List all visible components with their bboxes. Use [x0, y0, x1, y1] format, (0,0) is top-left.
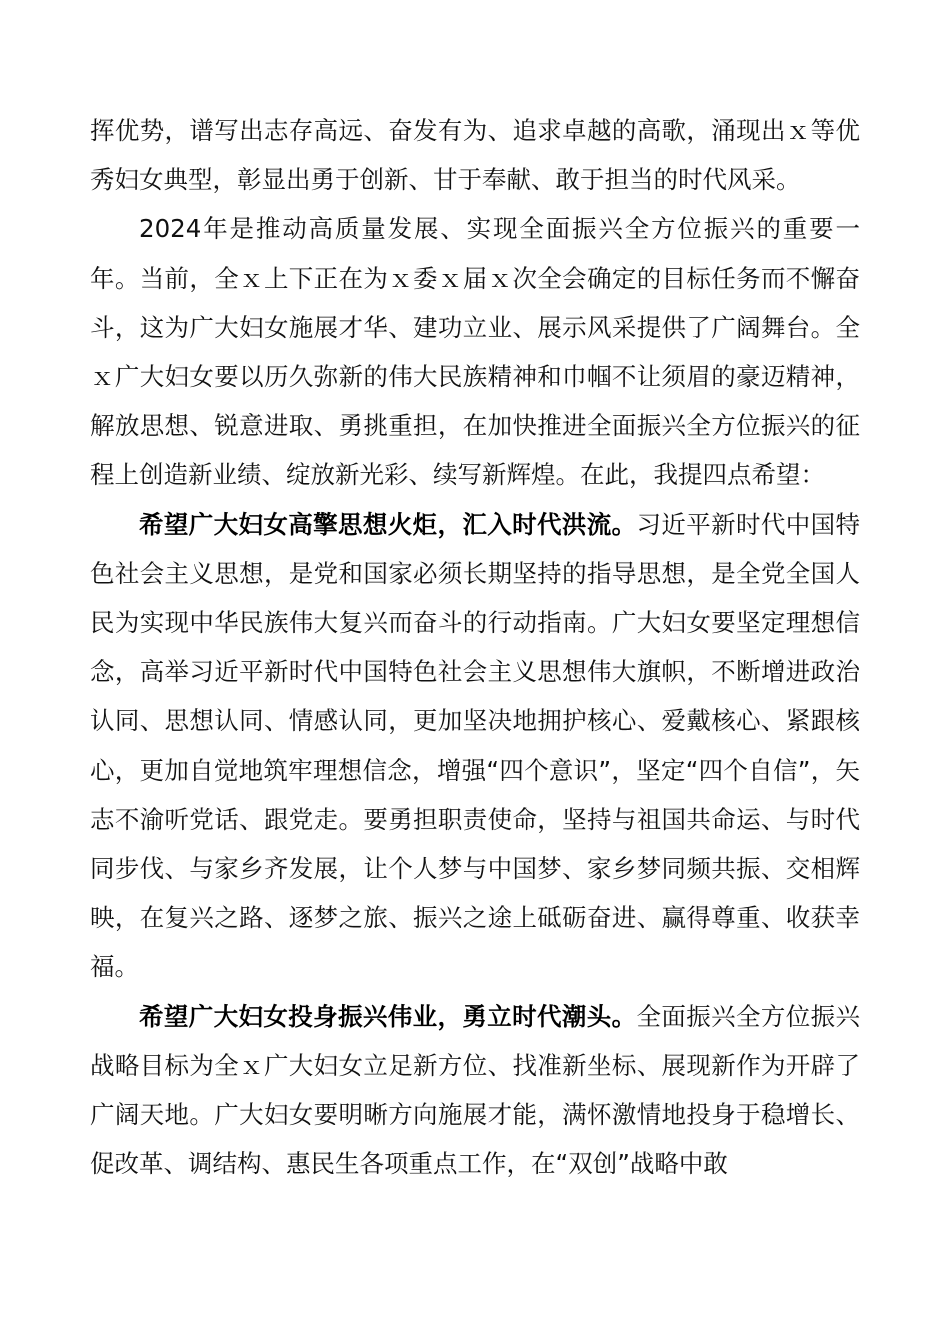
paragraph-heading: 希望广大妇女投身振兴伟业，勇立时代潮头。 — [139, 1001, 637, 1031]
paragraph-text: 习近平新时代中国特色社会主义思想，是党和国家必须长期坚持的指导思想，是全党全国人民为实现中华民族伟大复兴而奋斗的行动指南。广大妇女要坚定理想信念，高举习近平新时代中国特色社会主义思想伟大旗帜，不断增进政治认同、思想认同、情感认同，更加坚决地拥护核心、爱戴核心、紧跟核心，更加自觉地筑牢理想信念，增强“四个意识”，坚定“四个自信”，矢志不渝听党话、跟党走。要勇担职责使命，坚持与祖国共命运、与时代同步伐、与家乡齐发展，让个人梦与中国梦、家乡梦同频共振、交相辉映，在复兴之路、逐梦之旅、振兴之途上砥砺奋进、赢得尊重、收获幸福。 — [90, 509, 860, 982]
paragraph-text: 挥优势，谱写出志存高远、奋发有为、追求卓越的高歌，涌现出ｘ等优秀妇女典型，彰显出勇于创新、甘于奉献、敢于担当的时代风采。 — [90, 116, 860, 195]
paragraph-hope-two — [90, 992, 860, 1189]
paragraph-intro — [90, 204, 860, 499]
paragraph-continuation — [90, 106, 860, 204]
paragraph-text: 全面振兴全方位振兴战略目标为全ｘ广大妇女立足新方位、找准新坐标、展现新作为开辟了广阔天地。广大妇女要明晰方向施展才能，满怀激情地投身于稳增长、促改革、调结构、惠民生各项重点工作，在“双创”战略中敢 — [90, 1001, 860, 1179]
document-body — [90, 106, 860, 1188]
paragraph-text: 2024年是推动高质量发展、实现全面振兴全方位振兴的重要一年。当前，全ｘ上下正在为ｘ委ｘ届ｘ次全会确定的目标任务而不懈奋斗，这为广大妇女施展才华、建功立业、展示风采提供了广阔舞台。全ｘ广大妇女要以历久弥新的伟大民族精神和巾帼不让须眉的豪迈精神，解放思想、锐意进取、勇挑重担，在加快推进全面振兴全方位振兴的征程上创造新业绩、绽放新光彩、续写新辉煌。在此，我提四点希望： — [90, 214, 860, 490]
paragraph-hope-one — [90, 500, 860, 992]
paragraph-heading: 希望广大妇女高擎思想火炬，汇入时代洪流。 — [139, 509, 637, 539]
